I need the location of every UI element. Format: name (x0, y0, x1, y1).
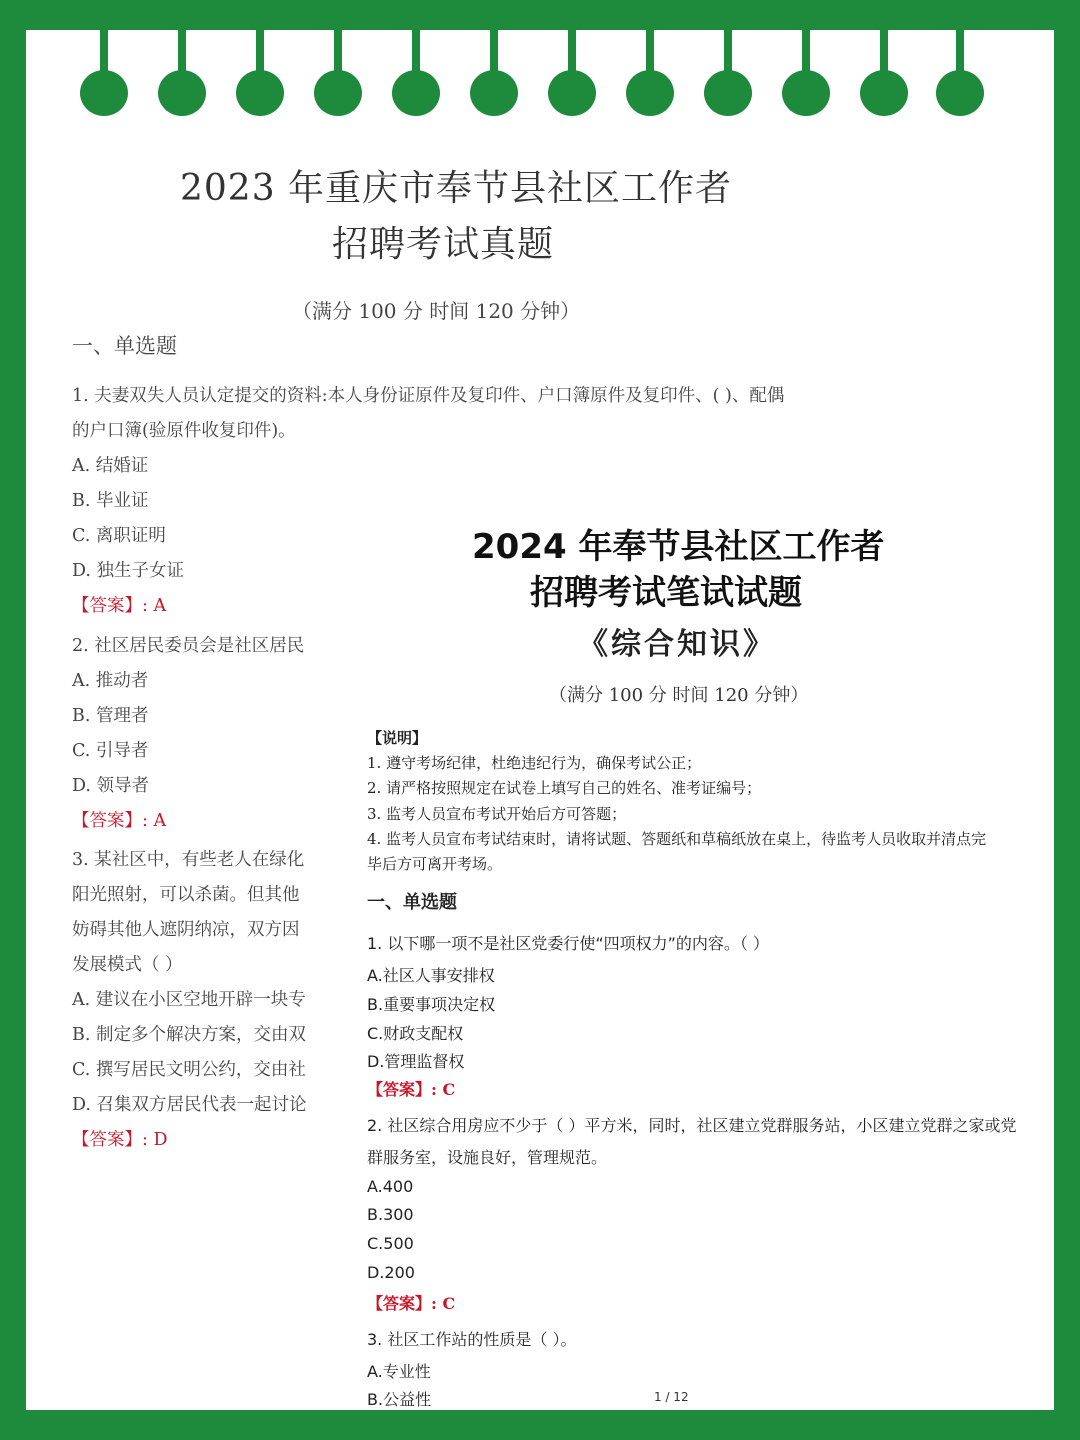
doc2024-q2-option: A.400 (367, 1177, 414, 1196)
binder-ring (860, 70, 908, 116)
doc2023-q1-option: B. 毕业证 (72, 491, 149, 511)
doc2024-q1-option: D.管理监督权 (367, 1052, 465, 1071)
doc2023-q3-line: 3. 某社区中，有些老人在绿化 (72, 850, 305, 870)
doc2024-page (331, 485, 1054, 1410)
binder-ring (782, 70, 830, 116)
doc2024-q2-answer: 【答案】: C (367, 1294, 456, 1313)
doc2024-note: 2. 请严格按照规定在试卷上填写自己的姓名、准考证编号； (367, 779, 762, 797)
doc2023-q2-option: D. 领导者 (72, 776, 150, 796)
doc2024-note: 1. 遵守考场纪律，杜绝违纪行为，确保考试公正； (367, 754, 702, 772)
doc2023-q2-text: 2. 社区居民委员会是社区居民 (72, 636, 305, 656)
doc2024-q3-option: A.专业性 (367, 1362, 431, 1381)
doc2024-q2-line1: 2. 社区综合用房应不少于（ ）平方米，同时，社区建立党群服务站，小区建立党群之家或党 (367, 1116, 1017, 1135)
doc2023-score-time: （满分 100 分 时间 120 分钟） (292, 299, 581, 323)
doc2024-q3-option: B.公益性 (367, 1390, 432, 1409)
doc2023-q3-line: 发展模式（ ） (72, 955, 183, 975)
doc2024-q2-option: C.500 (367, 1234, 414, 1253)
binder-ring (936, 70, 984, 116)
doc2023-q3-option: B. 制定多个解决方案，交由双 (72, 1025, 306, 1045)
doc2023-q3-answer: 【答案】: D (72, 1130, 168, 1150)
doc2024-title-line2: 招聘考试笔试试题 (530, 573, 802, 613)
binder-ring (236, 70, 284, 116)
doc2024-q1-option: A.社区人事安排权 (367, 966, 495, 985)
binder-ring (314, 70, 362, 116)
doc2023-q3-option: C. 撰写居民文明公约，交由社 (72, 1060, 306, 1080)
doc2024-notes-heading: 【说明】 (367, 729, 428, 747)
doc2024-note-continued: 毕后方可离开考场。 (367, 855, 503, 873)
binder-ring (392, 70, 440, 116)
doc2023-q2-option: A. 推动者 (72, 671, 149, 691)
binder-ring (704, 70, 752, 116)
doc2023-q2-answer: 【答案】: A (72, 811, 167, 831)
binder-ring (470, 70, 518, 116)
doc2024-q2-option: B.300 (367, 1205, 414, 1224)
doc2024-q1-answer: 【答案】: C (367, 1080, 456, 1099)
doc2024-section-heading: 一、单选题 (367, 892, 457, 913)
doc2023-q3-option: A. 建议在小区空地开辟一块专 (72, 990, 306, 1010)
doc2023-q1-option: A. 结婚证 (72, 456, 149, 476)
doc2024-q3-text: 3. 社区工作站的性质是（ ）。 (367, 1330, 577, 1349)
doc2023-q3-line: 妨碍其他人遮阴纳凉，双方因 (72, 920, 300, 940)
doc2023-q3-line: 阳光照射，可以杀菌。但其他 (72, 885, 300, 905)
doc2024-q2-option: D.200 (367, 1263, 415, 1282)
doc2024-note: 4. 监考人员宣布考试结束时，请将试题、答题纸和草稿纸放在桌上，待监考人员收取并清点完 (367, 830, 987, 848)
doc2023-section-heading: 一、单选题 (72, 334, 177, 358)
binder-ring (548, 70, 596, 116)
notebook-paper (26, 30, 1054, 1410)
doc2023-title-line1: 2023 年重庆市奉节县社区工作者 (180, 168, 733, 209)
doc2024-subject: 《综合知识》 (578, 627, 776, 662)
doc2024-title-line1: 2024 年奉节县社区工作者 (472, 527, 885, 567)
doc2023-q1-answer: 【答案】: A (72, 596, 167, 616)
binder-ring (80, 70, 128, 116)
binder-ring (626, 70, 674, 116)
page-number: 1 / 12 (654, 1390, 689, 1404)
doc2024-score-time: （满分 100 分 时间 120 分钟） (549, 685, 809, 706)
doc2023-q2-option: B. 管理者 (72, 706, 149, 726)
doc2023-q1-option: C. 离职证明 (72, 526, 166, 546)
doc2023-q1-option: D. 独生子女证 (72, 561, 185, 581)
doc2023-q2-option: C. 引导者 (72, 741, 149, 761)
doc2024-q1-option: B.重要事项决定权 (367, 995, 496, 1014)
doc2024-note: 3. 监考人员宣布考试开始后方可答题； (367, 805, 627, 823)
doc2024-q1-option: C.财政支配权 (367, 1024, 464, 1043)
doc2024-q1-text: 1. 以下哪一项不是社区党委行使“四项权力”的内容。（ ） (367, 934, 770, 953)
doc2023-q1-line2: 的户口簿(验原件收复印件)。 (72, 421, 296, 441)
doc2023-title-line2: 招聘考试真题 (332, 224, 555, 265)
binder-ring (158, 70, 206, 116)
doc2023-q1-line1: 1. 夫妻双失人员认定提交的资料:本人身份证原件及复印件、户口簿原件及复印件、( )、配偶 (72, 386, 785, 406)
doc2023-q3-option: D. 召集双方居民代表一起讨论 (72, 1095, 307, 1115)
doc2024-q2-line2: 群服务室，设施良好，管理规范。 (367, 1148, 608, 1167)
